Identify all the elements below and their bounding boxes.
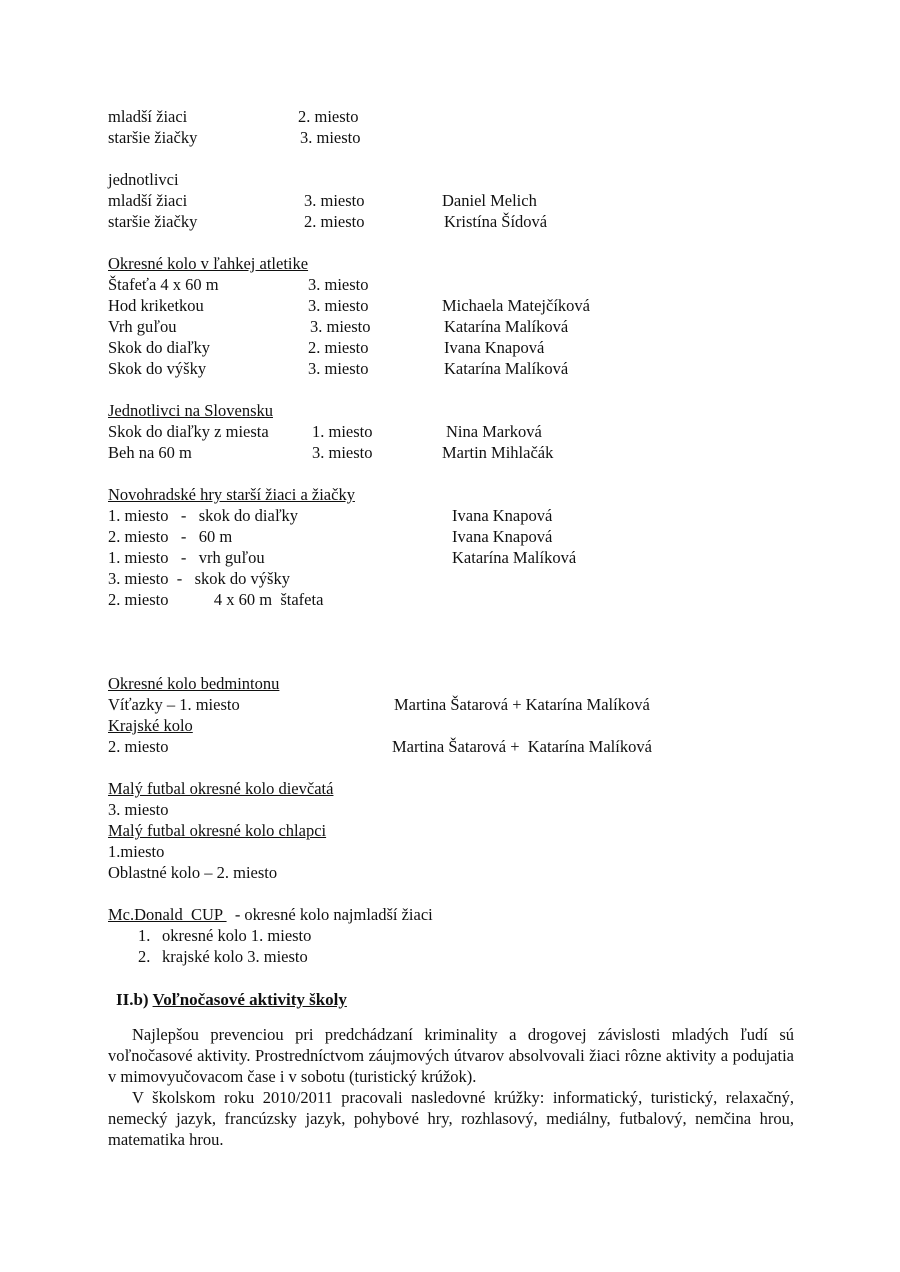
person-name: Katarína Malíková [444, 359, 569, 378]
person-name: Katarína Malíková [444, 317, 569, 336]
section-heading-regional: Krajské kolo [108, 716, 193, 735]
section-heading-leisure [116, 990, 347, 1010]
person-name: Nina Marková [446, 422, 542, 441]
person-name: Michaela Matejčíková [442, 296, 590, 315]
section-heading-slovakia: Jednotlivci na Slovensku [108, 401, 273, 420]
category-label: staršie žiačky [108, 128, 198, 147]
place-label: 3. miesto [308, 275, 369, 294]
list-number: 1. [138, 926, 151, 945]
event-label: Skok do výšky [108, 359, 207, 378]
place-label: 3. miesto [310, 317, 371, 336]
place-label: 3. miesto [300, 128, 361, 147]
section-heading-football-boys: Malý futbal okresné kolo chlapci [108, 821, 327, 840]
event-label: Štafeťa 4 x 60 m [108, 275, 219, 294]
result-line: Víťazky – 1. miesto [108, 695, 240, 714]
result-line: 1. miesto - vrh guľou [108, 548, 265, 567]
place-label: 2. miesto [108, 737, 169, 756]
event-label: Skok do diaľky [108, 338, 211, 357]
person-name: Martina Šatarová + Katarína Malíková [392, 737, 652, 756]
person-name: Katarína Malíková [452, 548, 577, 567]
body-text [108, 1087, 794, 1150]
section-heading-badminton: Okresné kolo bedmintonu [108, 674, 280, 693]
person-name: Ivana Knapová [444, 338, 545, 357]
list-item: okresné kolo 1. miesto [162, 926, 312, 945]
place-label: 2. miesto [308, 338, 369, 357]
person-name: Ivana Knapová [452, 527, 553, 546]
result-line: 1. miesto - skok do diaľky [108, 506, 299, 525]
paragraph: Najlepšou prevenciou pri predchádzaní kriminality a drogovej závislosti mladých ľudí sú voľnočasové aktivity. Prostredníctvom záujmových útvarov absolvovali žiaci rôzne aktivity a podujatia v mimovyučovacom čase i v sobotu (turistický krúžok). [108, 1025, 794, 1086]
list-item: krajské kolo 3. miesto [162, 947, 308, 966]
place-label: 3. miesto [304, 191, 365, 210]
event-label: Beh na 60 m [108, 443, 192, 462]
person-name: Daniel Melich [442, 191, 537, 210]
result-line: 3. miesto - skok do výšky [108, 569, 290, 588]
person-name: Martina Šatarová + Katarína Malíková [394, 695, 650, 714]
result-line: 2. miesto 4 x 60 m štafeta [108, 590, 324, 609]
event-label: Vrh guľou [108, 317, 177, 336]
place-label: 1. miesto [312, 422, 373, 441]
category-label: mladší žiaci [108, 107, 188, 126]
result-line: 2. miesto - 60 m [108, 527, 233, 546]
place-label: 2. miesto [298, 107, 359, 126]
place-label: 1.miesto [108, 842, 165, 861]
body-text [108, 1024, 794, 1087]
place-label: 3. miesto [108, 800, 169, 819]
mcdonald-title: Mc.Donald CUP [108, 905, 227, 924]
section-number: II.b) [116, 990, 153, 1009]
event-label: Skok do diaľky z miesta [108, 422, 269, 441]
paragraph: V školskom roku 2010/2011 pracovali nasledovné krúžky: informatický, turistický, relaxačný, nemecký jazyk, francúzsky jazyk, pohybové hry, rozhlasový, mediálny, futbalový, nemčina hrou, matematika hrou. [108, 1088, 794, 1149]
category-label: mladší žiaci [108, 191, 188, 210]
section-heading-athletics: Okresné kolo v ľahkej atletike [108, 254, 309, 273]
category-label: staršie žiačky [108, 212, 198, 231]
section-title: Voľnočasové aktivity školy [152, 990, 347, 1009]
place-label: 3. miesto [308, 359, 369, 378]
section-heading-football-girls: Malý futbal okresné kolo dievčatá [108, 779, 334, 798]
mcdonald-heading [108, 905, 433, 925]
person-name: Martin Mihlačák [442, 443, 554, 462]
place-label: 2. miesto [304, 212, 365, 231]
section-label-individuals: jednotlivci [108, 170, 179, 189]
section-heading-novohradske: Novohradské hry starší žiaci a žiačky [108, 485, 355, 504]
place-label: 3. miesto [308, 296, 369, 315]
place-label: 3. miesto [312, 443, 373, 462]
person-name: Ivana Knapová [452, 506, 553, 525]
mcdonald-subtitle: - okresné kolo najmladší žiaci [226, 905, 433, 924]
result-line: Oblastné kolo – 2. miesto [108, 863, 278, 882]
list-number: 2. [138, 947, 151, 966]
event-label: Hod kriketkou [108, 296, 204, 315]
person-name: Kristína Šídová [444, 212, 548, 231]
